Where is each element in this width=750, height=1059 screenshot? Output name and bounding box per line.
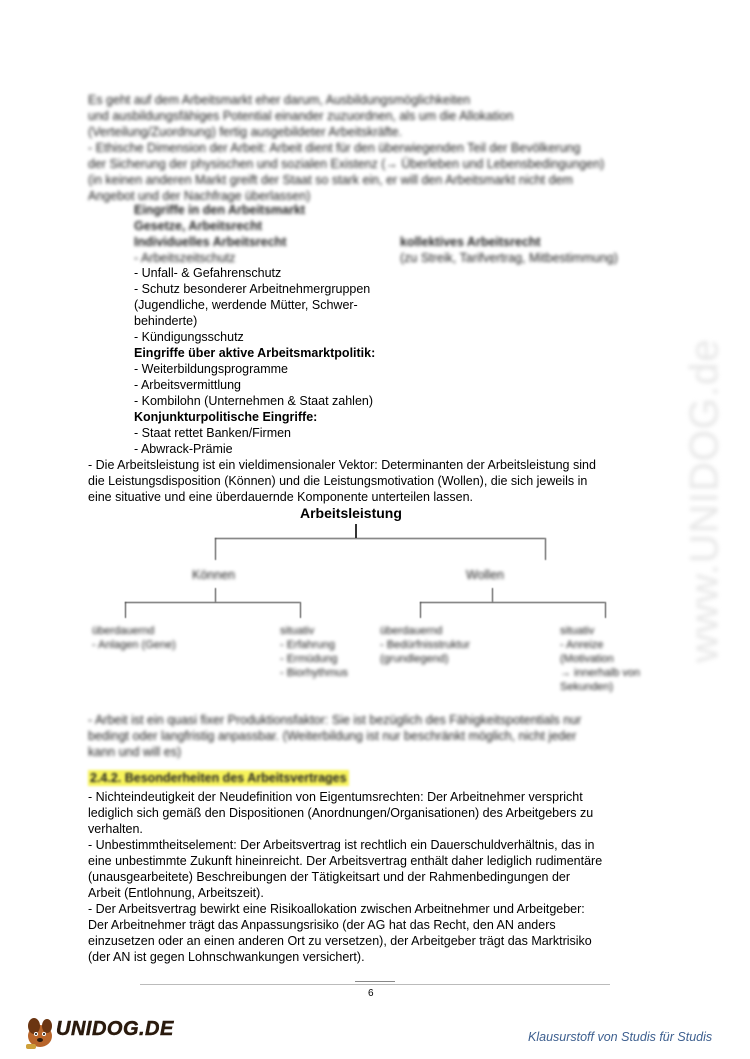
diagram-leaf: situativ - Anreize (Motivation → innerhalb von Sekunden): [560, 625, 641, 693]
active-policy-heading: Eingriffe über aktive Arbeitsmarktpolitik:: [134, 346, 376, 360]
logo-text: UNIDOG.DE: [56, 1018, 174, 1040]
paragraph-line: (unausgearbeitete) Beschreibungen der Tätigkeitsart und der Rahmenbedingungen der: [88, 870, 571, 884]
performance-diagram: [80, 500, 670, 700]
diagram-leaf: situativ - Erfahrung - Ermüdung - Biorhythmus: [280, 625, 348, 679]
list-item: (Jugendliche, werdende Mütter, Schwer-: [134, 298, 358, 312]
interventions-header: [134, 202, 305, 266]
page-number: 6: [368, 988, 374, 999]
watermark: www.UNIDOG.de: [682, 337, 727, 663]
connector: [605, 602, 606, 618]
paragraph-line: (der AN ist gegen Lohnschwankungen versichert).: [88, 950, 365, 964]
diagram-root: Arbeitsleistung: [300, 505, 402, 521]
intro-line: (in keinen anderen Markt greift der Staat so stark ein, er will den Arbeitsmarkt nicht dem: [88, 173, 573, 187]
connector: [215, 538, 216, 560]
list-item: - Staat rettet Banken/Firmen: [134, 426, 292, 440]
paragraph-line: - Nichteindeutigkeit der Neudefinition von Eigentumsrechten: Der Arbeitnehmer verspricht: [88, 790, 583, 804]
diagram-left-branch: Können: [192, 568, 236, 582]
list-item: - Unfall- & Gefahrenschutz: [134, 266, 282, 280]
intro-line: Angebot und der Nachfrage überlassen): [88, 189, 311, 203]
connector: [300, 602, 301, 618]
individual-first-item: - Arbeitszeitschutz: [134, 251, 236, 265]
performance-paragraph: [88, 457, 596, 505]
connector: [215, 588, 216, 602]
list-item: - Schutz besonderer Arbeitnehmergruppen: [134, 282, 371, 296]
connector: [355, 524, 357, 538]
paragraph-line: kann und will es): [88, 745, 182, 759]
individual-law-heading: Individuelles Arbeitsrecht: [134, 235, 287, 249]
list-item: - Kombilohn (Unternehmen & Staat zahlen): [134, 394, 374, 408]
intro-line: - Ethische Dimension der Arbeit: Arbeit dient für den überwiegenden Teil der Bevölkerung: [88, 141, 581, 155]
paragraph-line: - Arbeit ist ein quasi fixer Produktionsfaktor: Sie ist bezüglich des Fähigkeitspotentials nur: [88, 713, 582, 727]
fixed-factor-paragraph: [88, 712, 581, 760]
connector: [420, 602, 421, 618]
paragraph-line: einzusetzen oder an einen anderen Ort zu versetzen), der Arbeitgeber trägt das Marktrisiko: [88, 934, 592, 948]
diagram-right-branch: Wollen: [466, 568, 504, 582]
connector: [215, 538, 545, 539]
paragraph-line: Arbeit (Entlohnung, Arbeitszeit).: [88, 886, 264, 900]
paragraph-line: - Der Arbeitsvertrag bewirkt eine Risikoallokation zwischen Arbeitnehmer und Arbeitgeber:: [88, 902, 585, 916]
list-item: - Weiterbildungsprogramme: [134, 362, 288, 376]
paragraph-line: Der Arbeitnehmer trägt das Anpassungsrisiko (der AG hat das Recht, den AN anders: [88, 918, 556, 932]
paragraph-line: verhalten.: [88, 822, 143, 836]
paragraph-line: eine situative und eine überdauernde Komponente unterteilen lassen.: [88, 490, 473, 504]
collective-first-item: (zu Streik, Tarifvertrag, Mitbestimmung): [400, 251, 618, 265]
intro-line: und ausbildungsfähiges Potential einander zuzuordnen, als um die Allokation: [88, 109, 514, 123]
dog-mascot-icon: [26, 1018, 52, 1049]
connector: [492, 588, 493, 602]
list-item: - Abwrack-Prämie: [134, 442, 233, 456]
connector: [125, 602, 126, 618]
individual-law-list: [134, 265, 375, 457]
intro-line: (Verteilung/Zuordnung) fertig ausgebildeter Arbeitskräfte.: [88, 125, 403, 139]
intro-paragraph: [88, 92, 604, 204]
list-item: - Kündigungsschutz: [134, 330, 244, 344]
diagram-leaf: überdauernd - Anlagen (Gene): [92, 625, 176, 651]
intro-line: der Sicherung der physischen und sozialen Existenz (→ Überleben und Lebensbedingungen): [88, 157, 605, 171]
connector: [545, 538, 546, 560]
collective-law-heading: kollektives Arbeitsrecht: [400, 235, 541, 249]
paragraph-line: lediglich sich gemäß den Dispositionen (Anordnungen/Organisationen) des Arbeitgebers zu: [88, 806, 594, 820]
footer-divider: [140, 984, 610, 985]
footer-divider: [355, 981, 395, 982]
footer-tagline: Klausurstoff von Studis für Studis: [528, 1030, 713, 1044]
intro-line: Es geht auf dem Arbeitsmarkt eher darum, Ausbildungsmöglichkeiten: [88, 93, 471, 107]
paragraph-line: bedingt oder langfristig anpassbar. (Weiterbildung ist nur beschränkt möglich, nicht jeder: [88, 729, 577, 743]
paragraph-line: eine unbestimmte Zukunft hineinreicht. Der Arbeitsvertrag enthält daher lediglich rudimentäre: [88, 854, 603, 868]
paragraph-line: - Die Arbeitsleistung ist ein vieldimensionaler Vektor: Determinanten der Arbeitsleistung sind: [88, 458, 596, 472]
interventions-heading: Eingriffe in den Arbeitsmarkt: [134, 203, 306, 217]
diagram-leaf: überdauernd - Bedürfnisstruktur (grundlegend): [380, 625, 470, 665]
list-item: behinderte): [134, 314, 198, 328]
contract-paragraph: [88, 789, 602, 965]
paragraph-line: - Unbestimmtheitselement: Der Arbeitsvertrag ist rechtlich ein Dauerschuldverhältnis, das in: [88, 838, 595, 852]
section-heading: 2.4.2. Besonderheiten des Arbeitsvertrages: [90, 771, 347, 785]
paragraph-line: die Leistungsdisposition (Können) und die Leistungsmotivation (Wollen), die sich jeweils in: [88, 474, 588, 488]
connector: [125, 602, 300, 603]
cyclical-policy-heading: Konjunkturpolitische Eingriffe:: [134, 410, 318, 424]
list-item: - Arbeitsvermittlung: [134, 378, 241, 392]
connector: [420, 602, 605, 603]
collective-law-column: [400, 234, 618, 266]
law-subheading: Gesetze, Arbeitsrecht: [134, 219, 263, 233]
